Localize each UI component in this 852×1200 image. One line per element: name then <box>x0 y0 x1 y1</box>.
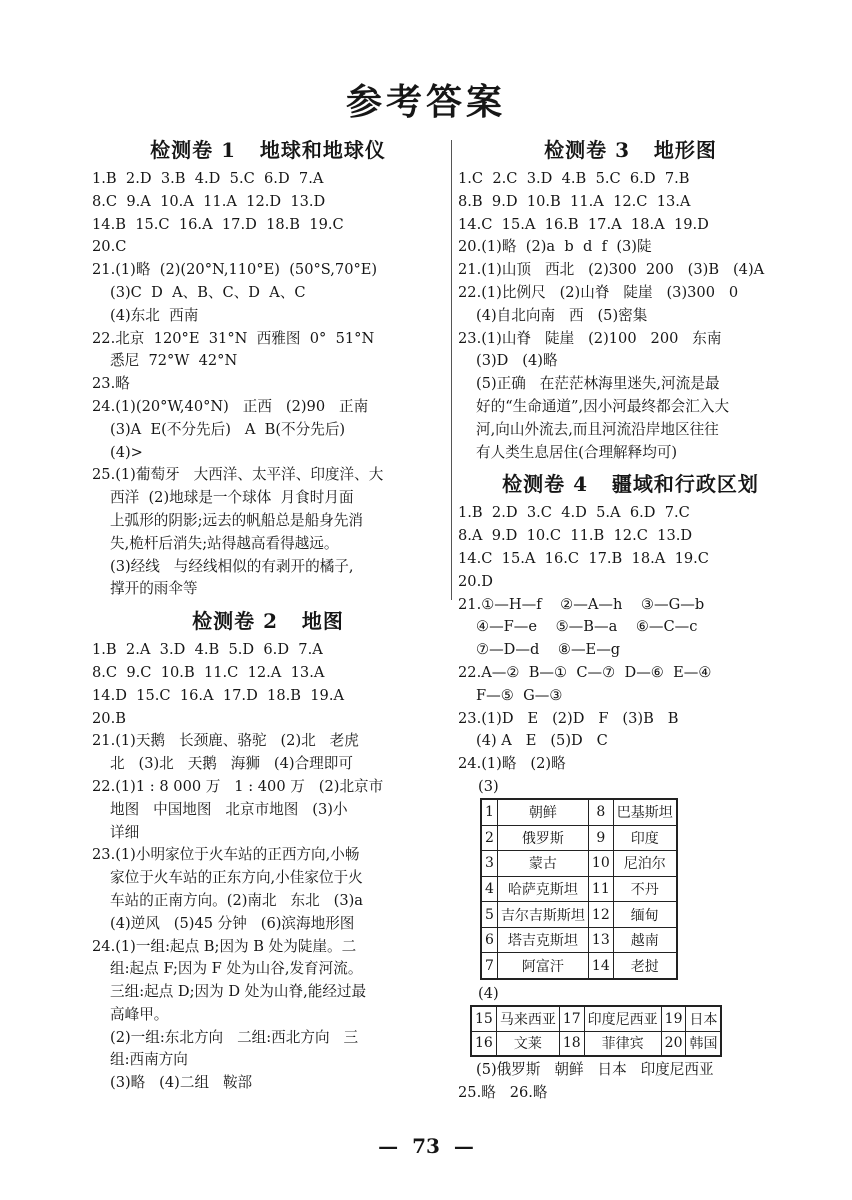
answer-line: 8.C 9.A 10.A 11.A 12.D 13.D <box>92 192 326 210</box>
page-title: 参考答案 <box>345 81 506 123</box>
table-cell: 韩国 <box>686 1031 722 1056</box>
answer-line: 北 (3)北 天鹅 海狮 (4)合理即可 <box>110 755 353 773</box>
answer-line: 25.(1)葡萄牙 大西洋、太平洋、印度洋、大 <box>92 466 384 484</box>
section-2 <box>92 603 444 1095</box>
answer-line: (4)逆风 (5)45 分钟 (6)滨海地形图 <box>110 914 355 932</box>
answer-line: (4)自北向南 西 (5)密集 <box>476 306 648 324</box>
answer-lines <box>458 502 803 776</box>
answer-line: 22.北京 120°E 31°N 西雅图 0° 51°N <box>92 329 375 347</box>
sub-question-label: (3) <box>478 777 499 795</box>
sub-question-label: (4) <box>478 985 499 1003</box>
table-cell: 不丹 <box>613 876 677 902</box>
answer-line: 22.A—② B—① C—⑦ D—⑥ E—④ <box>458 663 712 681</box>
answer-line: 23.(1)山脊 陡崖 (2)100 200 东南 <box>458 329 722 347</box>
answer-line: 14.C 15.A 16.C 17.B 18.A 19.C <box>458 549 709 567</box>
answer-line: 车站的正南方向。(2)南北 东北 (3)a <box>110 891 364 909</box>
table-cell: 2 <box>481 825 497 851</box>
answer-line: 家位于火车站的正东方向,小佳家位于火 <box>110 869 363 887</box>
table-cell: 日本 <box>686 1006 722 1031</box>
table-cell: 12 <box>588 902 613 928</box>
page-number: — 73 — <box>378 1134 474 1158</box>
table-cell: 16 <box>471 1031 496 1056</box>
answer-line: 14.D 15.C 16.A 17.D 18.B 19.A <box>92 686 345 704</box>
answer-line: 1.C 2.C 3.D 4.B 5.C 6.D 7.B <box>458 170 690 187</box>
answer-line: 21.(1)略 (2)(20°N,110°E) (50°S,70°E) <box>92 261 378 279</box>
answer-line: 西洋 (2)地球是一个球体 月食时月面 <box>110 489 354 507</box>
table-cell: 4 <box>481 876 497 902</box>
table-cell: 缅甸 <box>613 902 677 928</box>
answer-line: 地图 中国地图 北京市地图 (3)小 <box>110 800 348 818</box>
table-cell: 印度尼西亚 <box>584 1006 661 1031</box>
answer-line: 三组:起点 D;因为 D 处为山脊,能经过最 <box>110 983 367 1001</box>
section-4 <box>458 466 803 1104</box>
table-cell: 9 <box>588 825 613 851</box>
answer-line: 上弧形的阴影;远去的帆船总是船身先消 <box>110 511 364 529</box>
answer-line: 详细 <box>110 823 140 841</box>
answer-line: 23.(1)D E (2)D F (3)B B <box>458 709 679 727</box>
table-cell: 10 <box>588 851 613 877</box>
answer-line: 高峰甲。 <box>110 1005 169 1023</box>
table-cell: 3 <box>481 851 497 877</box>
section-title: 检测卷 3 地形图 <box>544 138 717 162</box>
answer-line: 24.(1)一组:起点 B;因为 B 处为陡崖。二 <box>92 937 357 955</box>
answer-line: 24.(1)(20°W,40°N) 正西 (2)90 正南 <box>92 397 369 415</box>
table-cell: 6 <box>481 927 497 953</box>
answer-line: (5)俄罗斯 朝鲜 日本 印度尼西亚 <box>476 1061 714 1079</box>
answer-line: 有人类生息居住(合理解释均可) <box>476 443 678 461</box>
table-cell: 1 <box>481 799 497 825</box>
table-cell: 15 <box>471 1006 496 1031</box>
answer-line: (2)一组:东北方向 二组:西北方向 三 <box>110 1028 359 1046</box>
table-row <box>481 851 677 877</box>
table-cell: 8 <box>588 799 613 825</box>
table-cell: 7 <box>481 953 497 979</box>
table-cell: 塔吉克斯坦 <box>497 927 588 953</box>
left-column <box>92 132 444 1095</box>
answer-lines <box>458 1059 803 1105</box>
column-divider <box>451 140 452 600</box>
answer-line: 1.B 2.D 3.B 4.D 5.C 6.D 7.A <box>92 170 324 187</box>
table-cell: 11 <box>588 876 613 902</box>
table-cell: 菲律宾 <box>584 1031 661 1056</box>
section-title: 检测卷 1 地球和地球仪 <box>150 138 386 162</box>
sea-neighbors-table <box>470 1005 722 1057</box>
answer-line: 23.(1)小明家位于火车站的正西方向,小畅 <box>92 846 360 864</box>
table-row <box>471 1031 721 1056</box>
table-cell: 越南 <box>613 927 677 953</box>
answer-line: 20.D <box>458 572 493 590</box>
section-3 <box>458 132 803 464</box>
answer-line: ④—F—e ⑤—B—a ⑥—C—c <box>476 618 698 636</box>
table-row <box>471 1006 721 1031</box>
table-cell: 阿富汗 <box>497 953 588 979</box>
table-cell: 朝鲜 <box>497 799 588 825</box>
section-1 <box>92 132 444 601</box>
table-cell: 印度 <box>613 825 677 851</box>
answer-line: 14.B 15.C 16.A 17.D 18.B 19.C <box>92 215 344 233</box>
answer-line: (3)D (4)略 <box>476 352 558 370</box>
answer-line: 20.(1)略 (2)a b d f (3)陡 <box>458 238 652 256</box>
table-cell: 20 <box>661 1031 686 1056</box>
table-row <box>481 799 677 825</box>
answer-line: 22.(1)1 : 8 000 万 1 : 400 万 (2)北京市 <box>92 777 384 795</box>
answer-line: 25.略 26.略 <box>458 1083 548 1101</box>
answer-line: (4) A E (5)D C <box>476 732 608 750</box>
answer-lines <box>92 639 444 1095</box>
answer-line: 组:西南方向 <box>110 1051 188 1069</box>
answer-line: 20.C <box>92 238 127 256</box>
section-title: 检测卷 4 疆域和行政区划 <box>502 472 759 497</box>
table-cell: 14 <box>588 953 613 979</box>
answer-line: (5)正确 在茫茫林海里迷失,河流是最 <box>476 375 720 393</box>
answer-line: 组:起点 F;因为 F 处为山谷,发育河流。 <box>110 960 363 978</box>
answer-lines <box>92 168 444 601</box>
section-title: 检测卷 2 地图 <box>192 609 344 634</box>
answer-line: 1.B 2.A 3.D 4.B 5.D 6.D 7.A <box>92 641 323 659</box>
table-cell: 18 <box>559 1031 584 1056</box>
table-row <box>481 927 677 953</box>
table-row <box>481 953 677 979</box>
table-cell: 17 <box>559 1006 584 1031</box>
table-row <box>481 902 677 928</box>
table-cell: 马来西亚 <box>496 1006 559 1031</box>
answer-line: 8.B 9.D 10.B 11.A 12.C 13.A <box>458 192 691 210</box>
answer-line: F—⑤ G—③ <box>476 686 563 704</box>
answer-line: 失,桅杆后消失;站得越高看得越远。 <box>110 534 339 552</box>
answer-line: 撑开的雨伞等 <box>110 580 198 598</box>
table-cell: 尼泊尔 <box>613 851 677 877</box>
table-cell: 5 <box>481 902 497 928</box>
answer-line: 21.(1)山顶 西北 (2)300 200 (3)B (4)A <box>458 261 765 279</box>
table-cell: 巴基斯坦 <box>613 799 677 825</box>
answer-line: 20.B <box>92 709 126 727</box>
answer-line: 河,向山外流去,而且河流沿岸地区往往 <box>476 420 719 438</box>
answer-line: (4)> <box>110 443 143 461</box>
table-row <box>481 825 677 851</box>
table-cell: 13 <box>588 927 613 953</box>
answer-line: 24.(1)略 (2)略 <box>458 755 566 773</box>
table-cell: 俄罗斯 <box>497 825 588 851</box>
neighbor-countries-table <box>480 798 678 980</box>
answer-line: 8.A 9.D 10.C 11.B 12.C 13.D <box>458 527 693 545</box>
table-cell: 19 <box>661 1006 686 1031</box>
table-cell: 蒙古 <box>497 851 588 877</box>
table-cell: 文莱 <box>496 1031 559 1056</box>
answer-line: ⑦—D—d ⑧—E—g <box>476 641 621 659</box>
answer-line: (3)经线 与经线相似的有剥开的橘子, <box>110 557 354 575</box>
table-row <box>481 876 677 902</box>
answer-line: 21.①—H—f ②—A—h ③—G—b <box>458 595 705 613</box>
table-cell: 哈萨克斯坦 <box>497 876 588 902</box>
answer-line: 悉尼 72°W 42°N <box>110 352 238 370</box>
answer-line: (4)东北 西南 <box>110 306 199 324</box>
right-column <box>458 132 803 1105</box>
answer-line: 1.B 2.D 3.C 4.D 5.A 6.D 7.C <box>458 504 690 522</box>
answer-line: (3)C D A、B、C、D A、C <box>110 283 306 301</box>
answer-line: 23.略 <box>92 375 130 393</box>
answer-line: (3)A E(不分先后) A B(不分先后) <box>110 420 346 438</box>
table-cell: 吉尔吉斯斯坦 <box>497 902 588 928</box>
answer-line: 22.(1)比例尺 (2)山脊 陡崖 (3)300 0 <box>458 283 739 301</box>
answer-line: 21.(1)天鹅 长颈鹿、骆驼 (2)北 老虎 <box>92 732 359 750</box>
table-cell: 老挝 <box>613 953 677 979</box>
answer-line: 8.C 9.C 10.B 11.C 12.A 13.A <box>92 663 325 681</box>
answer-line: 好的“生命通道”,因小河最终都会汇入大 <box>476 397 730 415</box>
answer-line: (3)略 (4)二组 鞍部 <box>110 1074 253 1092</box>
answer-line: 14.C 15.A 16.B 17.A 18.A 19.D <box>458 215 709 233</box>
answer-lines <box>458 168 803 464</box>
